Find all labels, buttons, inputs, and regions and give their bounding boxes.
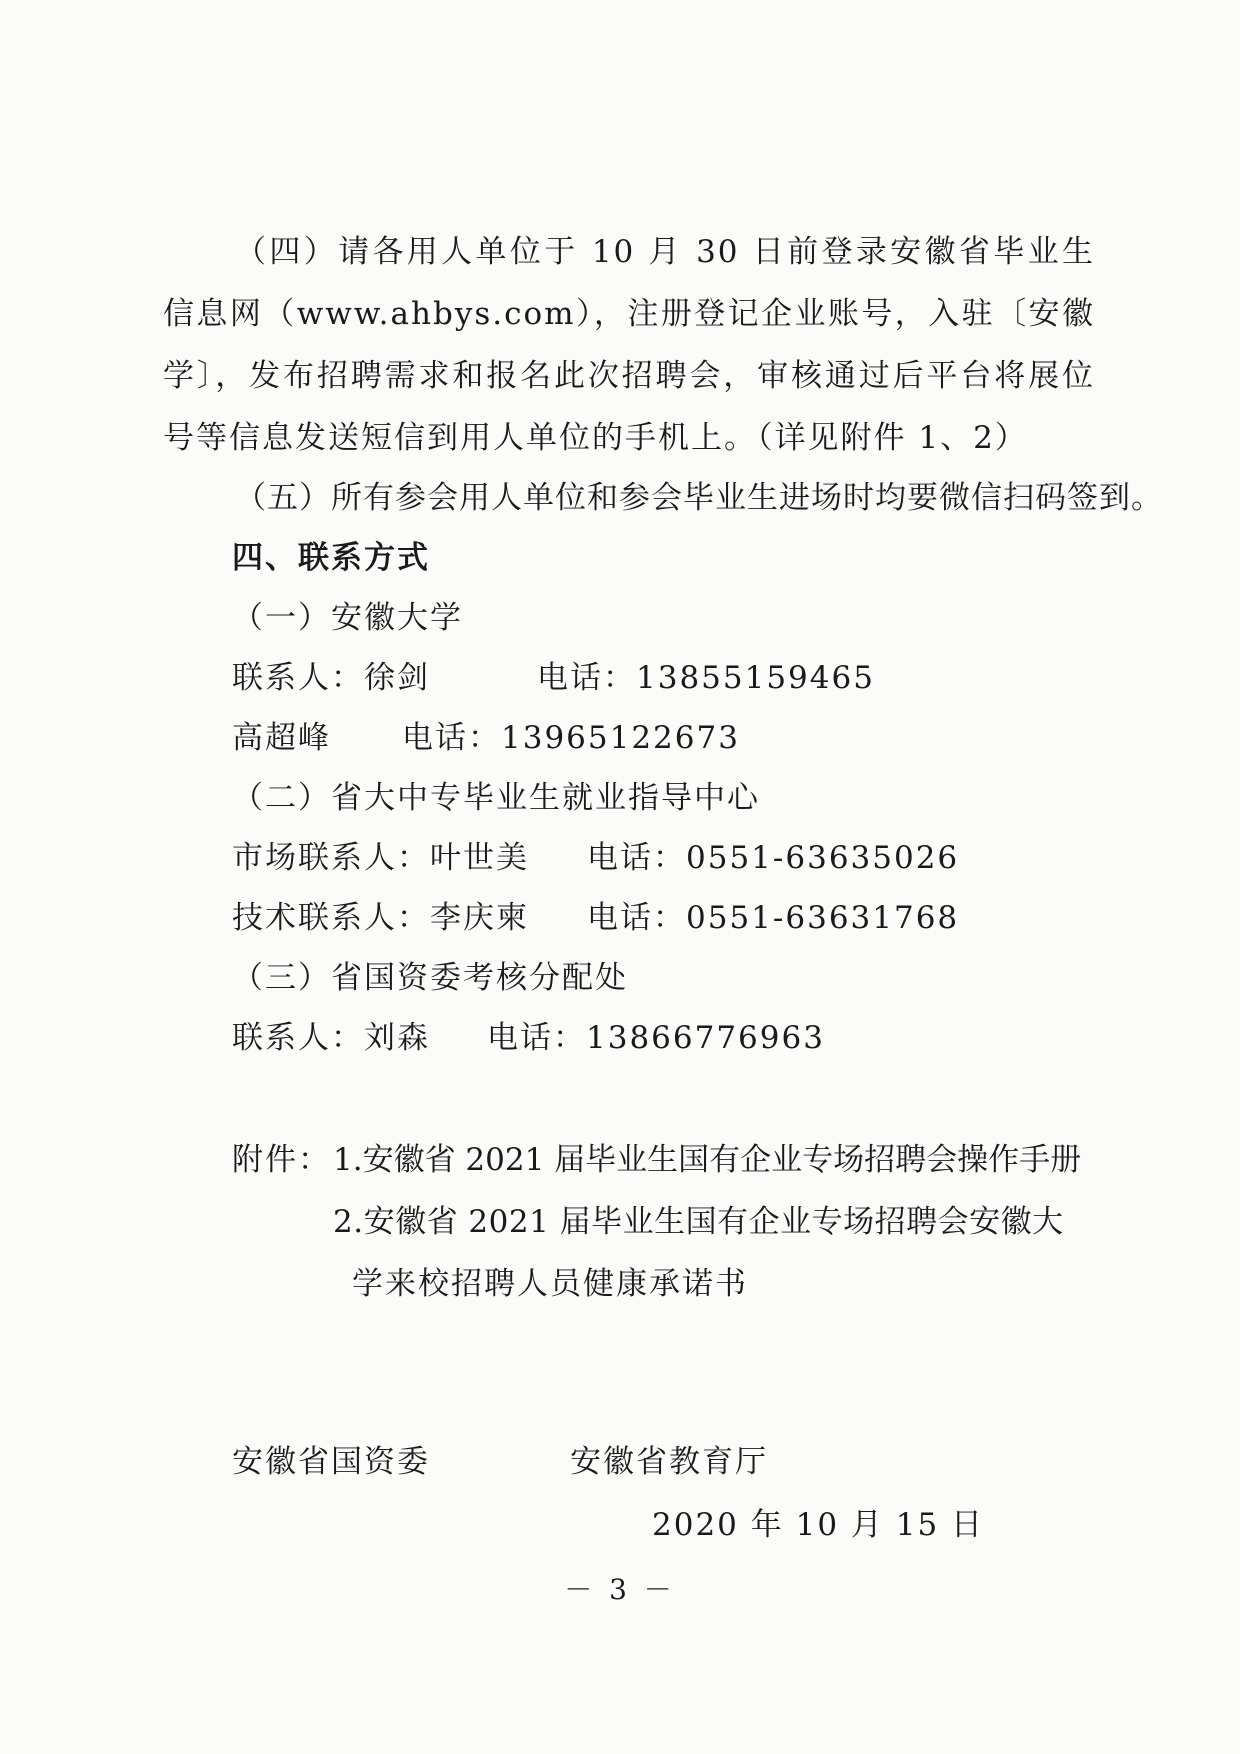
contact-g1-row2-phone: 电话：13965122673: [402, 720, 740, 756]
paragraph-4-line-4: 号等信息发送短信到用人单位的手机上。（详见附件 1、2）: [163, 420, 1028, 456]
contact-group-1-title: （一）安徽大学: [232, 600, 463, 636]
paragraph-5: （五）所有参会用人单位和参会毕业生进场时均要微信扫码签到。: [235, 480, 1163, 516]
section-4-title: 四、联系方式: [232, 540, 430, 576]
contact-g2-row1-phone: 电话：0551-63635026: [587, 840, 960, 876]
contact-g2-row2-name: 技术联系人：李庆柬: [232, 900, 529, 936]
signature-date: 2020 年 10 月 15 日: [652, 1507, 985, 1543]
contact-g3-row1-phone: 电话：13866776963: [487, 1020, 825, 1056]
attachments-label: 附件：: [232, 1142, 331, 1178]
paragraph-4-line-3: 学〕，发布招聘需求和报名此次招聘会，审核通过后平台将展位: [163, 358, 1095, 394]
contact-g3-row1-name: 联系人：刘森: [232, 1020, 430, 1056]
contact-group-2-title: （二）省大中专毕业生就业指导中心: [232, 780, 760, 816]
attachment-item-2-line-1: 2.安徽省 2021 届毕业生国有企业专场招聘会安徽大: [333, 1204, 1064, 1240]
paragraph-4-line-1: （四）请各用人单位于 10 月 30 日前登录安徽省毕业生: [235, 234, 1095, 270]
contact-g1-row1-name: 联系人：徐剑: [232, 660, 430, 696]
page-number: － 3 －: [564, 1573, 676, 1606]
attachment-item-2-line-2: 学来校招聘人员健康承诺书: [352, 1266, 748, 1302]
signature-org-1: 安徽省国资委: [232, 1444, 430, 1480]
contact-g1-row1-phone: 电话：13855159465: [537, 660, 875, 696]
contact-group-3-title: （三）省国资委考核分配处: [232, 960, 628, 996]
attachment-item-1: 1.安徽省 2021 届毕业生国有企业专场招聘会操作手册: [333, 1142, 1082, 1178]
contact-g2-row2-phone: 电话：0551-63631768: [587, 900, 960, 936]
contact-g2-row1-name: 市场联系人：叶世美: [232, 840, 529, 876]
signature-org-2: 安徽省教育厅: [570, 1444, 768, 1480]
paragraph-4-line-2: 信息网（www.ahbys.com），注册登记企业账号，入驻〔安徽: [163, 296, 1095, 332]
contact-g1-row2-name: 高超峰: [232, 720, 331, 756]
